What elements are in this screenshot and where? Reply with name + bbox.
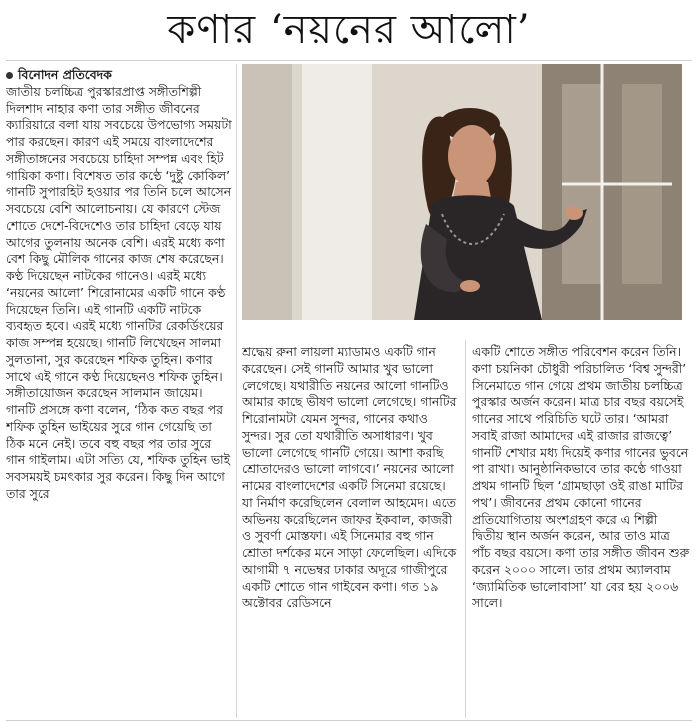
column-divider <box>465 340 466 718</box>
column-3-text: একটি শোতে সঙ্গীত পরিবেশন করেন তিনি। কণা চয়নিকা চৌধুরী পরিচালিত ‘বিশ্ব সুন্দরী’ সিনেমাতে গান গেয়ে প্রথম জাতীয় চলচ্চিত্র পুরস্কার অর্জন করেন। মাত্র চার বছর বয়সেই গানের সাথে পরিচিতি ঘটে তার। ‘আমরা সবাই রাজা আমাদের এই রাজার রাজত্বে’ গানটি শেখার মধ্য দিয়েই কণার গানের ভুবনে পা রাখা। আনুষ্ঠানিকভাবে তার কণ্ঠে গাওয়া প্রথম গানটি ছিল ‘গ্রামছাড়া ওই রাঙা মাটির পথ’। জীবনের প্রথম কোনো গানের প্রতিযোগিতায় অংশগ্রহণ করে এ শিল্পী দ্বিতীয় স্থান অর্জন করেন, আর তাও মাত্র পাঁচ বছর বয়সে। কণা তার সঙ্গীত জীবন শুরু করেন ২০০০ সালে। তার প্রথম অ্যালবাম ‘জ্যামিতিক ভালোবাসা’ যা বের হয় ২০০৬ সালে। <box>472 344 690 611</box>
column-2-text: শ্রদ্ধেয় রুনা লায়লা ম্যাডামও একটি গান করেছেন। সেই গানটি আমার খুব ভালো লেগেছে। যথারীতি নয়নের আলো গানটিও আমার কাছে ভীষণ ভালো লেগেছে। গানটির শিরোনামটা যেমন সুন্দর, গানের কথাও সুন্দর। সুর তো যথারীতি অসাধারণ। খুব ভালো লেগেছে গানটি গেয়ে। আশা করছি শ্রোতাদেরও ভালো লাগবে।’ নয়নের আলো নামের বাংলাদেশের একটি সিনেমা রয়েছে। যা নির্মাণ করেছিলেন বেলাল আহমেদ। এতে অভিনয় করেছিলেন জাফর ইকবাল, কাজরী ও সুবর্ণা মোস্তফা। এই সিনেমার বহু গান শ্রোতা দর্শকের মনে সাড়া ফেলেছিল। এদিকে আগামী ৭ নভেম্বর ঢাকার অদূরে গাজীপুরে একটি শোতে গান গাইবেন কণা। গত ১৯ অক্টোবর রেডিসনে <box>242 344 457 611</box>
bottom-rule <box>6 720 692 721</box>
bullet-icon <box>6 72 13 79</box>
headline: কণার ‘নয়নের আলো’ <box>167 7 531 53</box>
column-divider <box>236 64 237 718</box>
byline <box>6 67 232 84</box>
singer-photo-illustration <box>242 64 682 320</box>
headline-rule <box>6 60 692 61</box>
article-column-1 <box>6 67 232 717</box>
article-column-2 <box>242 344 460 720</box>
singer-photo <box>242 64 682 320</box>
byline-text: বিনোদন প্রতিবেদক <box>18 67 112 82</box>
article-column-3 <box>472 344 692 720</box>
column-1-text: জাতীয় চলচ্চিত্র পুরস্কারপ্রাপ্ত সঙ্গীতশিল্পী দিলশাদ নাহার কণা তার সঙ্গীত জীবনের ক্যারিয়ারে বলা যায় সবচেয়ে উপভোগ্য সময়টা পার করছেন। কারণ এই সময়ে বাংলাদেশের সঙ্গীতাঙ্গনের সবচেয়ে চাহিদা সম্পন্ন এবং হিট গায়িকা কণা। বিশেষত তার কণ্ঠে ‘দুষ্টু কোকিল’ গানটি সুপারহিট হওয়ার পর তিনি চলে আসেন সবচেয়ে বেশি আলোচনায়। যে কারণে স্টেজ শোতে দেশে-বিদেশেও তার চাহিদা বেড়ে যায় আগের তুলনায় অনেক বেশি। এরই মধ্যে কণা বেশ কিছু মৌলিক গানের কাজ শেষ করেছেন। কণ্ঠ দিয়েছেন নাটকের গানেও। এরই মধ্যে ‘নয়নের আলো’ শিরোনামের একটি গানে কণ্ঠ দিয়েছেন তিনি। এই গানটি একটি নাটকে ব্যবহৃত হবে। এরই মধ্যে গানটির রেকর্ডিংয়ের কাজ সম্পন্ন হয়েছে। গানটি লিখেছেন সালমা সুলতানা, সুর করেছেন শফিক তুহিন। কণার সাথে এই গানে কণ্ঠ দিয়েছেনও শফিক তুহিন। সঙ্গীতায়োজন করেছেন সালমান জায়েম। গানটি প্রসঙ্গে কণা বলেন, ‘ঠিক কত বছর পর শফিক তুহিন ভাইয়ের সুরে গান গেয়েছি তা ঠিক মনে নেই। তবে বহু বছর পর তার সুরে গান গাইলাম। এটা সত্যি যে, শফিক তুহিন ভাই সবসময়ই চমৎকার সুর করেন। কিছু দিন আগে তার সুরে <box>6 83 232 501</box>
